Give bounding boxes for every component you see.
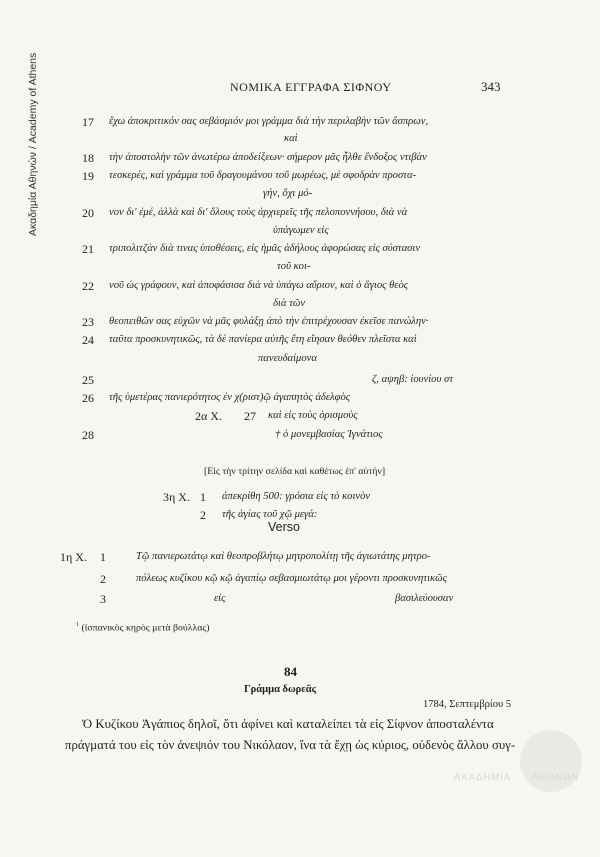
line-number: 2 [200, 508, 206, 522]
line-number: 25 [82, 373, 94, 387]
line-text: ἀπεκρίθη 500: γρόσια εἰς τὸ κοινὸν [222, 491, 371, 502]
archive-side-label: Ακαδημία Αθηνών / Academy of Athens [27, 52, 39, 236]
line-number: 27 [244, 409, 256, 423]
line-text: † ὁ μονεμβασίας Ἰγνάτιος [275, 429, 383, 440]
line-number: 26 [82, 391, 94, 405]
line-text: ζ, αψηβ: ἰουνίου στ [372, 374, 454, 385]
line-number: 24 [82, 333, 94, 347]
hand-marker: 1η Χ. [60, 550, 87, 564]
footnote-text: (ἰσπανικὸς κηρὸς μετὰ βούλλας) [81, 622, 210, 634]
document-body-line-1: Ὁ Κυζίκου Ἀγάπιος δηλοῖ, ὅτι ἀφίνει καὶ καταλείπει τὰ εἰς Σίφνον ἀποσταλέντα [82, 717, 494, 731]
document-body-line-2: πράγματά του εἰς τὸν ἀνεψιόν του Νικόλαον, ἵνα τὰ ἔχῃ ὡς κύριος, οὐδενὸς ἄλλου συγ- [65, 738, 516, 752]
line-text: τριπολιτζὰν διὰ τινας ὑποθέσεις, εἰς ἡμᾶς ἀδήλους ἀφορώσας εἰς σύστασιν [109, 243, 421, 254]
line-number: 2 [100, 572, 106, 586]
line-number: 22 [82, 279, 94, 293]
line-text-right: βασιλεύουσαν [395, 593, 454, 604]
line-text-left: εἰς [214, 593, 226, 604]
hand-marker: 3η Χ. [163, 490, 190, 504]
line-text: πόλεως κυζίκου κῷ κῷ ἀγαπίῳ σεβασμιωτάτῳ μοι γέροντι προσκυνητικῶς [136, 573, 447, 584]
line-text: τεσκερές, καὶ γράμμα τοῦ δραγουμάνου τοῦ μωρέως, μὲ σφοδρὰν προστα- [109, 170, 417, 181]
footnote: $^1$ (ἰσπανικὸς κηρὸς μετὰ βούλλας) [76, 622, 210, 634]
line-text: νον δι' ἐμέ, ἀλλὰ καὶ δι' ὅλους τοὺς ἀρχιερεῖς τῆς πελοποννήσου, διὰ νὰ [109, 207, 408, 218]
line-number: 21 [82, 242, 94, 256]
bracket-note: [Εἰς τὴν τρίτην σελίδα καὶ καθέτως ἐπ' αὐτήν] [204, 466, 386, 477]
line-number: 19 [82, 169, 94, 183]
line-text: πανευδαίμονα [258, 353, 317, 364]
line-text: καὶ [284, 133, 298, 144]
line-text: νοῦ ὡς γράφουν, καὶ ἀποφάσισα διὰ νὰ ὑπάγω αὔριον, καὶ ὁ ἅγιος θεὸς [109, 280, 409, 291]
line-number: 1 [100, 550, 106, 564]
line-text: ταῦτα προσκυνητικῶς, τὰ δὲ πανίερα αὐτῆς ἔτη εἴησαν θεόθεν πλεῖστα καὶ [109, 334, 417, 345]
line-text: διὰ τῶν [273, 298, 306, 309]
running-header: ΝΟΜΙΚΑ ΕΓΓΡΑΦΑ ΣΙΦΝΟΥ [230, 80, 392, 94]
line-number: 18 [82, 151, 94, 165]
watermark-left-text: ΑΚΑΔΗΜΙΑ [454, 772, 512, 783]
line-number: 28 [82, 428, 94, 442]
line-number: 20 [82, 206, 94, 220]
line-number: 3 [100, 592, 106, 606]
line-text: Τῷ πανιερωτάτῳ καὶ θεοπροβλήτῳ μητροπολίτῃ τῆς ἁγιωτάτης μητρο- [136, 551, 431, 562]
line-text: τῆς ὑμετέρας πανιερότητος ἐν χ(ριστ)ῷ ἀγαπητὸς ἀδελφὸς [109, 392, 351, 403]
line-text: θεοπειθῶν σας εὐχῶν νὰ μᾶς φυλάξῃ ἀπὸ τὴν ἐπιτρέχουσαν ἐκεῖσε πανώλην· [109, 316, 429, 327]
line-text: γήν, ὄχι μό- [263, 188, 313, 199]
page-number: 343 [481, 79, 501, 94]
watermark-right-text: ΑΘΗΝΩΝ [532, 772, 580, 783]
line-text: τῆς ἁγίας τοῦ χῷ μεγά: [222, 509, 318, 520]
hand-marker: 2α Χ. [195, 409, 222, 423]
line-number: 17 [82, 115, 94, 129]
line-number: 1 [200, 490, 206, 504]
line-text: τὴν ἀποστολὴν τῶν ἀνωτέρω ἀποδείξεων· σήμερον μᾶς ἦλθε ἔνδοξος ντιβὰν [109, 152, 427, 163]
line-text: ἔχω ἀποκριτικόν σας σεβάσμιόν μοι γράμμα διὰ τὴν περιλαβὴν τῶν ἄσπρων, [109, 116, 429, 127]
line-text: καὶ εἰς τοὺς ὁρισμοὺς [268, 410, 358, 421]
document-number: 84 [284, 664, 297, 679]
line-text: ὑπάγωμεν εἰς [273, 225, 329, 236]
line-number: 23 [82, 315, 94, 329]
line-text: τοῦ κοι- [277, 261, 311, 272]
document-title: Γράμμα δωρεᾶς [244, 684, 317, 695]
document-date: 1784, Σεπτεμβρίου 5 [423, 699, 512, 710]
verso-heading: Verso [268, 520, 300, 534]
